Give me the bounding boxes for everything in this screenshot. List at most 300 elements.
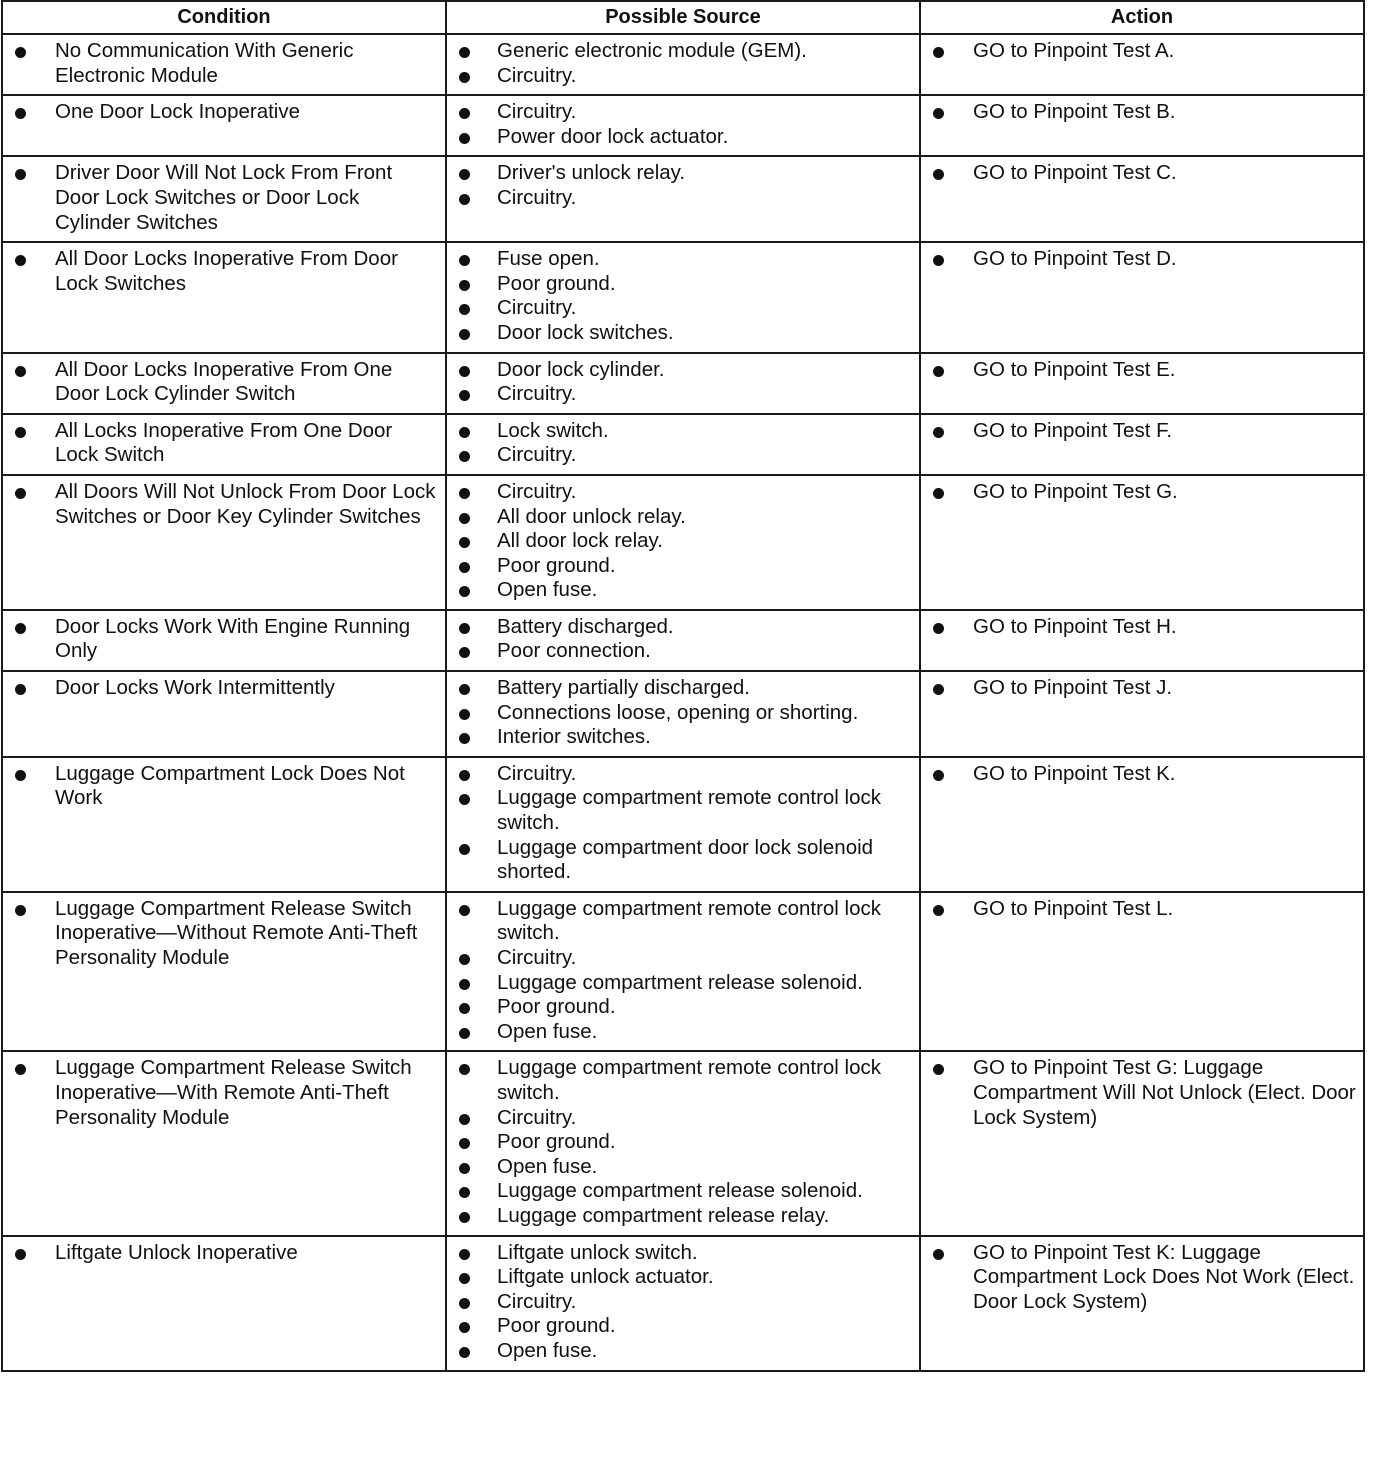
bullet-dot-icon [933,684,944,695]
bullet-dot-icon [933,108,944,119]
bullet-dot-icon [933,488,944,499]
source-item [453,419,913,444]
source-item-text: Poor ground. [497,1314,616,1338]
source-item-text: Luggage compartment release relay. [497,1203,830,1227]
possible-source-cell-list [447,243,919,351]
bullet-dot-icon [459,194,470,205]
bullet-dot-icon [459,954,470,965]
source-item-text: Poor connection. [497,639,651,663]
action-item [927,358,1357,383]
source-item-text: Open fuse. [497,578,598,602]
bullet-dot-icon [459,1347,470,1358]
condition-item [9,100,439,125]
source-item [453,382,913,407]
condition-item-text: Door Locks Work Intermittently [55,676,335,700]
action-item-text: GO to Pinpoint Test G: Luggage Compartment Will Not Unlock (Elect. Door Lock System) [973,1056,1356,1129]
possible-source-cell-list [447,354,919,413]
bullet-dot-icon [459,1249,470,1260]
bullet-dot-icon [15,770,26,781]
header-possible-source: Possible Source [446,1,920,34]
possible-source-cell [446,242,920,352]
bullet-dot-icon [459,623,470,634]
bullet-dot-icon [459,1163,470,1174]
condition-item-text: Luggage Compartment Release Switch Inoperative—With Remote Anti-Theft Personality Module [55,1056,412,1129]
condition-cell [2,475,446,610]
condition-item [9,1056,439,1130]
source-item-text: Battery partially discharged. [497,676,750,700]
source-item [453,995,913,1020]
possible-source-cell-list [447,672,919,756]
bullet-dot-icon [15,623,26,634]
action-cell-list [921,415,1363,450]
bullet-dot-icon [459,329,470,340]
source-item-text: Driver's unlock relay. [497,161,686,185]
source-item [453,701,913,726]
source-item-text: Interior switches. [497,725,651,749]
action-cell [920,1051,1364,1235]
action-cell [920,475,1364,610]
source-item [453,1106,913,1131]
bullet-dot-icon [459,488,470,499]
source-item [453,186,913,211]
bullet-dot-icon [933,255,944,266]
bullet-dot-icon [15,366,26,377]
bullet-dot-icon [459,427,470,438]
table-row [2,353,1364,414]
action-item [927,615,1357,640]
table-row [2,671,1364,757]
source-item-text: Circuitry. [497,946,577,969]
condition-cell [2,242,446,352]
source-item-text: Luggage compartment door lock solenoid shorted. [497,835,874,884]
condition-item-text: Luggage Compartment Lock Does Not Work [55,761,405,810]
bullet-dot-icon [933,427,944,438]
action-item-text: GO to Pinpoint Test A. [973,39,1175,62]
possible-source-cell [446,353,920,414]
source-item-text: Open fuse. [497,1019,598,1043]
action-cell-list [921,35,1363,70]
condition-cell-list [3,672,445,707]
bullet-dot-icon [933,1064,944,1075]
possible-source-cell [446,757,920,892]
possible-source-cell [446,34,920,95]
action-item [927,419,1357,444]
action-item-text: GO to Pinpoint Test E. [973,357,1176,381]
source-item [453,272,913,297]
bullet-dot-icon [459,844,470,855]
source-item [453,1020,913,1045]
bullet-dot-icon [459,1187,470,1198]
condition-item [9,358,439,407]
bullet-dot-icon [459,1298,470,1309]
source-item [453,358,913,383]
bullet-dot-icon [15,684,26,695]
action-item [927,39,1357,64]
table-row [2,95,1364,156]
action-cell-list [921,157,1363,192]
bullet-dot-icon [933,623,944,634]
action-cell-list [921,1052,1363,1136]
source-item-text: Circuitry. [497,63,577,87]
possible-source-cell [446,95,920,156]
source-item-text: Luggage compartment remote control lock switch. [497,896,882,945]
source-item-text: Luggage compartment release solenoid. [497,1179,863,1203]
action-cell-list [921,672,1363,707]
action-item-text: GO to Pinpoint Test J. [973,676,1173,700]
header-action: Action [920,1,1364,34]
condition-cell-list [3,96,445,131]
action-cell [920,1236,1364,1371]
condition-cell [2,1051,446,1235]
possible-source-cell-list [447,157,919,216]
source-item-text: Circuitry. [497,185,577,209]
source-item-text: Circuitry. [497,479,577,503]
condition-cell-list [3,1237,445,1272]
bullet-dot-icon [459,770,470,781]
bullet-dot-icon [459,794,470,805]
source-item [453,554,913,579]
bullet-dot-icon [459,255,470,266]
condition-cell-list [3,476,445,535]
condition-item [9,419,439,468]
bullet-dot-icon [15,47,26,58]
source-item-text: Liftgate unlock actuator. [497,1265,714,1289]
bullet-dot-icon [459,1003,470,1014]
bullet-dot-icon [459,733,470,744]
source-item [453,247,913,272]
condition-cell [2,671,446,757]
action-item [927,762,1357,787]
source-item-text: Luggage compartment release solenoid. [497,970,863,994]
condition-item-text: All Locks Inoperative From One Door Lock Switch [55,418,393,467]
table-row [2,610,1364,671]
action-cell [920,156,1364,242]
bullet-dot-icon [459,562,470,573]
action-item-text: GO to Pinpoint Test D. [973,247,1177,271]
source-item-text: Circuitry. [497,761,577,785]
possible-source-cell-list [447,1237,919,1370]
action-item-text: GO to Pinpoint Test K: Luggage Compartment Lock Does Not Work (Elect. Door Lock System) [973,1240,1355,1313]
bullet-dot-icon [459,586,470,597]
source-item-text: Open fuse. [497,1154,598,1178]
condition-cell [2,353,446,414]
bullet-dot-icon [459,108,470,119]
condition-item [9,762,439,811]
bullet-dot-icon [459,905,470,916]
possible-source-cell-list [447,415,919,474]
source-item-text: Luggage compartment remote control lock switch. [497,786,882,835]
source-item [453,836,913,885]
possible-source-cell [446,1236,920,1371]
bullet-dot-icon [15,255,26,266]
possible-source-cell-list [447,96,919,155]
bullet-dot-icon [459,1212,470,1223]
bullet-dot-icon [459,304,470,315]
bullet-dot-icon [459,169,470,180]
possible-source-cell [446,156,920,242]
table-row [2,414,1364,475]
source-item [453,1179,913,1204]
condition-item-text: All Door Locks Inoperative From Door Lock Switches [55,247,398,295]
action-item [927,247,1357,272]
bullet-dot-icon [459,979,470,990]
condition-cell [2,34,446,95]
possible-source-cell-list [447,1052,919,1234]
action-cell-list [921,611,1363,646]
condition-item [9,615,439,664]
action-cell [920,353,1364,414]
bullet-dot-icon [459,366,470,377]
condition-cell-list [3,243,445,302]
source-item [453,897,913,946]
action-item [927,1241,1357,1315]
action-cell-list [921,476,1363,511]
bullet-dot-icon [459,72,470,83]
action-cell [920,892,1364,1052]
source-item-text: All door lock relay. [497,529,663,553]
table-row [2,475,1364,610]
condition-cell [2,156,446,242]
source-item-text: Connections loose, opening or shorting. [497,700,859,724]
table-row [2,242,1364,352]
source-item [453,1314,913,1339]
bullet-dot-icon [15,1249,26,1260]
condition-cell-list [3,1052,445,1136]
source-item [453,64,913,89]
action-item [927,161,1357,186]
condition-cell [2,757,446,892]
source-item [453,1265,913,1290]
possible-source-cell [446,1051,920,1235]
condition-item-text: No Communication With Generic Electronic Module [55,39,354,87]
table-row [2,757,1364,892]
source-item [453,786,913,835]
bullet-dot-icon [459,709,470,720]
bullet-dot-icon [933,169,944,180]
source-item [453,505,913,530]
action-cell-list [921,893,1363,928]
source-item-text: Poor ground. [497,1130,616,1154]
table-row [2,34,1364,95]
source-item-text: Battery discharged. [497,614,674,638]
action-cell-list [921,96,1363,131]
bullet-dot-icon [459,1138,470,1149]
source-item-text: Circuitry. [497,1105,577,1129]
source-item-text: Poor ground. [497,995,616,1019]
source-item-text: Circuitry. [497,443,577,467]
source-item [453,1056,913,1105]
source-item [453,39,913,64]
source-item-text: Poor ground. [497,553,616,577]
source-item-text: Circuitry. [497,382,577,406]
bullet-dot-icon [933,905,944,916]
source-item [453,615,913,640]
action-item [927,480,1357,505]
source-item-text: Circuitry. [497,100,577,124]
possible-source-cell-list [447,476,919,609]
action-item [927,676,1357,701]
condition-item-text: Liftgate Unlock Inoperative [55,1240,298,1264]
action-item-text: GO to Pinpoint Test H. [973,614,1177,638]
table-body [2,34,1364,1371]
action-cell [920,95,1364,156]
action-cell-list [921,1237,1363,1321]
condition-item [9,897,439,971]
bullet-dot-icon [459,684,470,695]
source-item-text: Power door lock actuator. [497,124,729,148]
source-item [453,1204,913,1229]
bullet-dot-icon [459,133,470,144]
condition-cell-list [3,415,445,474]
condition-cell-list [3,157,445,241]
bullet-dot-icon [459,1028,470,1039]
action-cell [920,671,1364,757]
action-cell-list [921,243,1363,278]
bullet-dot-icon [933,1249,944,1260]
bullet-dot-icon [459,390,470,401]
condition-cell-list [3,35,445,94]
header-row [2,1,1364,34]
table-row [2,1051,1364,1235]
bullet-dot-icon [15,488,26,499]
bullet-dot-icon [459,1273,470,1284]
source-item-text: Generic electronic module (GEM). [497,39,807,62]
condition-item-text: One Door Lock Inoperative [55,100,300,124]
bullet-dot-icon [459,1114,470,1125]
bullet-dot-icon [459,1322,470,1333]
source-item [453,971,913,996]
source-item-text: Luggage compartment remote control lock switch. [497,1056,882,1104]
source-item [453,529,913,554]
source-item [453,1339,913,1364]
bullet-dot-icon [933,366,944,377]
source-item [453,946,913,971]
condition-item-text: Door Locks Work With Engine Running Only [55,614,411,663]
condition-item-text: All Door Locks Inoperative From One Door Lock Cylinder Switch [55,357,393,406]
action-item [927,1056,1357,1130]
action-cell [920,242,1364,352]
action-cell-list [921,354,1363,389]
bullet-dot-icon [15,1064,26,1075]
possible-source-cell-list [447,35,919,94]
bullet-dot-icon [459,280,470,291]
action-item-text: GO to Pinpoint Test C. [973,161,1177,185]
action-item-text: GO to Pinpoint Test F. [973,418,1173,442]
bullet-dot-icon [459,647,470,658]
possible-source-cell [446,414,920,475]
source-item-text: Fuse open. [497,247,600,271]
condition-cell [2,610,446,671]
bullet-dot-icon [459,1064,470,1075]
condition-item [9,161,439,235]
condition-cell [2,1236,446,1371]
action-item [927,100,1357,125]
bullet-dot-icon [459,537,470,548]
bullet-dot-icon [459,47,470,58]
action-cell-list [921,758,1363,793]
table-row [2,1236,1364,1371]
bullet-dot-icon [933,770,944,781]
table-header [2,1,1364,34]
source-item [453,161,913,186]
action-cell [920,34,1364,95]
action-cell [920,757,1364,892]
bullet-dot-icon [459,451,470,462]
bullet-dot-icon [933,47,944,58]
source-item [453,639,913,664]
source-item [453,100,913,125]
condition-item [9,1241,439,1266]
table-row [2,892,1364,1052]
condition-item [9,247,439,296]
possible-source-cell [446,892,920,1052]
source-item [453,1130,913,1155]
possible-source-cell [446,610,920,671]
bullet-dot-icon [15,169,26,180]
condition-cell [2,892,446,1052]
bullet-dot-icon [15,108,26,119]
source-item [453,1155,913,1180]
action-item [927,897,1357,922]
source-item-text: Door lock switches. [497,320,674,344]
source-item [453,676,913,701]
possible-source-cell [446,475,920,610]
source-item [453,725,913,750]
source-item-text: Lock switch. [497,418,609,442]
source-item [453,1290,913,1315]
table-row [2,156,1364,242]
condition-cell-list [3,611,445,670]
condition-cell [2,414,446,475]
action-cell [920,414,1364,475]
action-item-text: GO to Pinpoint Test L. [973,896,1174,920]
source-item-text: Circuitry. [497,296,577,320]
source-item-text: Door lock cylinder. [497,357,665,381]
condition-item-text: Luggage Compartment Release Switch Inoperative—Without Remote Anti-Theft Personality Module [55,896,418,969]
source-item-text: Open fuse. [497,1338,598,1362]
source-item [453,578,913,603]
source-item [453,1241,913,1266]
bullet-dot-icon [459,513,470,524]
condition-item-text: Driver Door Will Not Lock From Front Door Lock Switches or Door Lock Cylinder Switches [55,161,393,234]
bullet-dot-icon [15,905,26,916]
source-item [453,125,913,150]
bullet-dot-icon [15,427,26,438]
condition-cell-list [3,758,445,817]
source-item-text: Circuitry. [497,1289,577,1313]
action-item-text: GO to Pinpoint Test K. [973,761,1176,785]
condition-cell-list [3,354,445,413]
source-item [453,762,913,787]
condition-item [9,480,439,529]
source-item [453,296,913,321]
condition-cell-list [3,893,445,977]
diagnosis-table [1,0,1365,1372]
source-item-text: Poor ground. [497,271,616,295]
action-item-text: GO to Pinpoint Test G. [973,479,1178,503]
source-item [453,443,913,468]
source-item [453,321,913,346]
condition-cell [2,95,446,156]
action-cell [920,610,1364,671]
possible-source-cell-list [447,893,919,1051]
possible-source-cell-list [447,758,919,891]
possible-source-cell-list [447,611,919,670]
action-item-text: GO to Pinpoint Test B. [973,100,1176,124]
source-item [453,480,913,505]
source-item-text: Liftgate unlock switch. [497,1240,698,1264]
header-condition: Condition [2,1,446,34]
